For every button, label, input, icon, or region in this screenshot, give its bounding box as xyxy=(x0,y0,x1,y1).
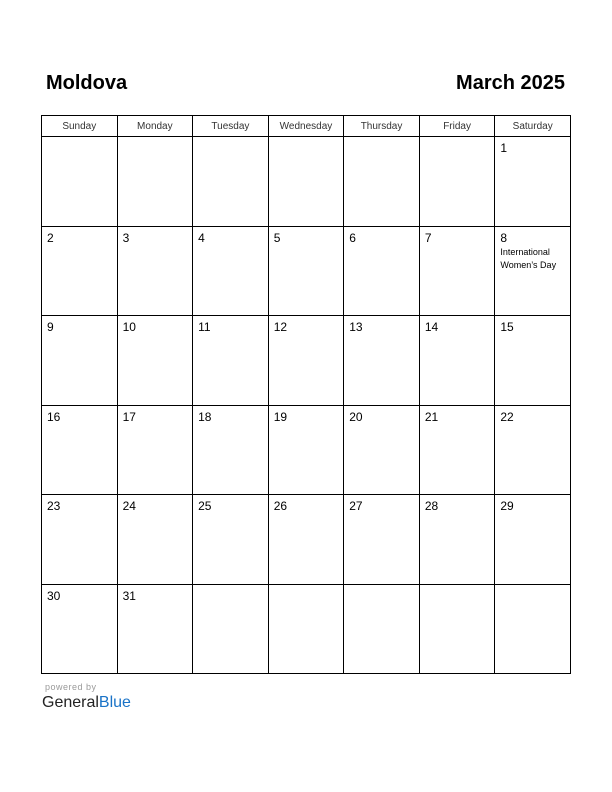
day-cell xyxy=(117,495,193,585)
day-number: 3 xyxy=(122,230,130,245)
generalblue-logo[interactable] xyxy=(42,694,131,712)
day-number: 1 xyxy=(500,141,508,155)
weekday-header: Sunday xyxy=(42,116,118,137)
weekday-header: Friday xyxy=(419,116,495,137)
day-number: 18 xyxy=(198,409,212,424)
weekday-header: Thursday xyxy=(344,116,420,137)
day-cell xyxy=(419,226,495,316)
day-cell xyxy=(495,137,571,227)
day-number: 25 xyxy=(198,499,212,513)
day-number: 30 xyxy=(47,588,61,603)
day-number: 27 xyxy=(349,499,363,513)
country-title: Moldova xyxy=(46,72,128,94)
day-cell xyxy=(268,137,344,227)
day-cell xyxy=(344,137,420,227)
day-cell xyxy=(193,584,269,674)
weekday-header: Wednesday xyxy=(268,116,344,137)
day-cell xyxy=(42,495,118,585)
day-number: 4 xyxy=(198,230,205,245)
day-cell xyxy=(193,405,269,495)
day-cell xyxy=(419,405,495,495)
day-cell xyxy=(344,495,420,585)
day-cell xyxy=(193,316,269,406)
day-number: 20 xyxy=(349,409,363,424)
day-number xyxy=(118,137,193,141)
day-cell xyxy=(42,584,118,674)
brand-name-part2: Blue xyxy=(98,694,131,711)
day-cell xyxy=(42,316,118,406)
day-cell xyxy=(344,584,420,674)
day-number xyxy=(42,137,117,141)
day-number: 16 xyxy=(47,409,61,424)
day-cell xyxy=(193,137,269,227)
day-number xyxy=(420,137,495,141)
calendar-grid xyxy=(41,115,571,674)
day-cell xyxy=(117,405,193,495)
day-number: 24 xyxy=(122,499,136,513)
week-row xyxy=(42,316,571,406)
day-cell xyxy=(419,316,495,406)
week-row xyxy=(42,405,571,495)
day-cell xyxy=(193,495,269,585)
day-cell xyxy=(193,226,269,316)
day-cell xyxy=(42,226,118,316)
day-number xyxy=(344,585,419,589)
weekday-header: Tuesday xyxy=(193,116,269,137)
day-number: 21 xyxy=(424,409,439,424)
day-cell xyxy=(344,226,420,316)
day-cell xyxy=(268,584,344,674)
day-number: 5 xyxy=(273,230,281,245)
day-number: 31 xyxy=(122,588,136,603)
week-row xyxy=(42,226,571,316)
day-cell xyxy=(268,226,344,316)
day-number: 12 xyxy=(273,320,288,334)
day-number xyxy=(344,137,419,141)
day-number: 23 xyxy=(47,499,61,513)
week-row xyxy=(42,137,571,227)
day-number: 14 xyxy=(424,320,439,334)
day-cell xyxy=(419,495,495,585)
day-cell xyxy=(42,405,118,495)
weekday-header-row xyxy=(42,116,571,137)
weekday-header: Saturday xyxy=(495,116,571,137)
day-number: 19 xyxy=(273,409,288,424)
day-number xyxy=(269,137,344,141)
day-number: 15 xyxy=(500,320,514,334)
day-cell xyxy=(268,316,344,406)
day-number: 10 xyxy=(122,320,136,334)
day-cell xyxy=(268,495,344,585)
day-cell xyxy=(495,405,571,495)
day-number xyxy=(495,585,570,589)
day-number xyxy=(269,585,344,589)
week-row xyxy=(42,495,571,585)
day-cell xyxy=(344,405,420,495)
day-cell xyxy=(117,584,193,674)
week-row xyxy=(42,584,571,674)
month-year-title: March 2025 xyxy=(456,72,565,94)
day-number xyxy=(193,585,268,589)
day-cell xyxy=(42,137,118,227)
day-number: 11 xyxy=(198,320,211,334)
day-cell xyxy=(419,137,495,227)
day-cell xyxy=(117,226,193,316)
day-cell xyxy=(117,137,193,227)
day-number xyxy=(420,585,495,589)
day-number: 6 xyxy=(349,230,356,245)
day-cell xyxy=(344,316,420,406)
day-number: 17 xyxy=(122,409,136,424)
day-cell xyxy=(495,226,571,316)
brand-name-part1: General xyxy=(42,694,99,711)
day-cell xyxy=(495,495,571,585)
day-number: 13 xyxy=(349,320,363,334)
day-number: 7 xyxy=(424,230,432,245)
day-number: 26 xyxy=(273,499,288,513)
day-cell xyxy=(495,584,571,674)
day-number: 9 xyxy=(47,320,54,334)
day-number: 2 xyxy=(47,230,54,245)
day-cell xyxy=(419,584,495,674)
day-number: 22 xyxy=(500,409,514,424)
holiday-label: International Women’s Day xyxy=(500,246,557,270)
day-number: 8 xyxy=(500,230,508,245)
day-cell xyxy=(268,405,344,495)
day-number: 28 xyxy=(424,499,439,513)
weekday-header: Monday xyxy=(117,116,193,137)
day-cell xyxy=(117,316,193,406)
day-cell xyxy=(495,316,571,406)
powered-by-label: powered by xyxy=(45,682,97,692)
day-number: 29 xyxy=(500,499,514,513)
day-number xyxy=(193,137,268,141)
